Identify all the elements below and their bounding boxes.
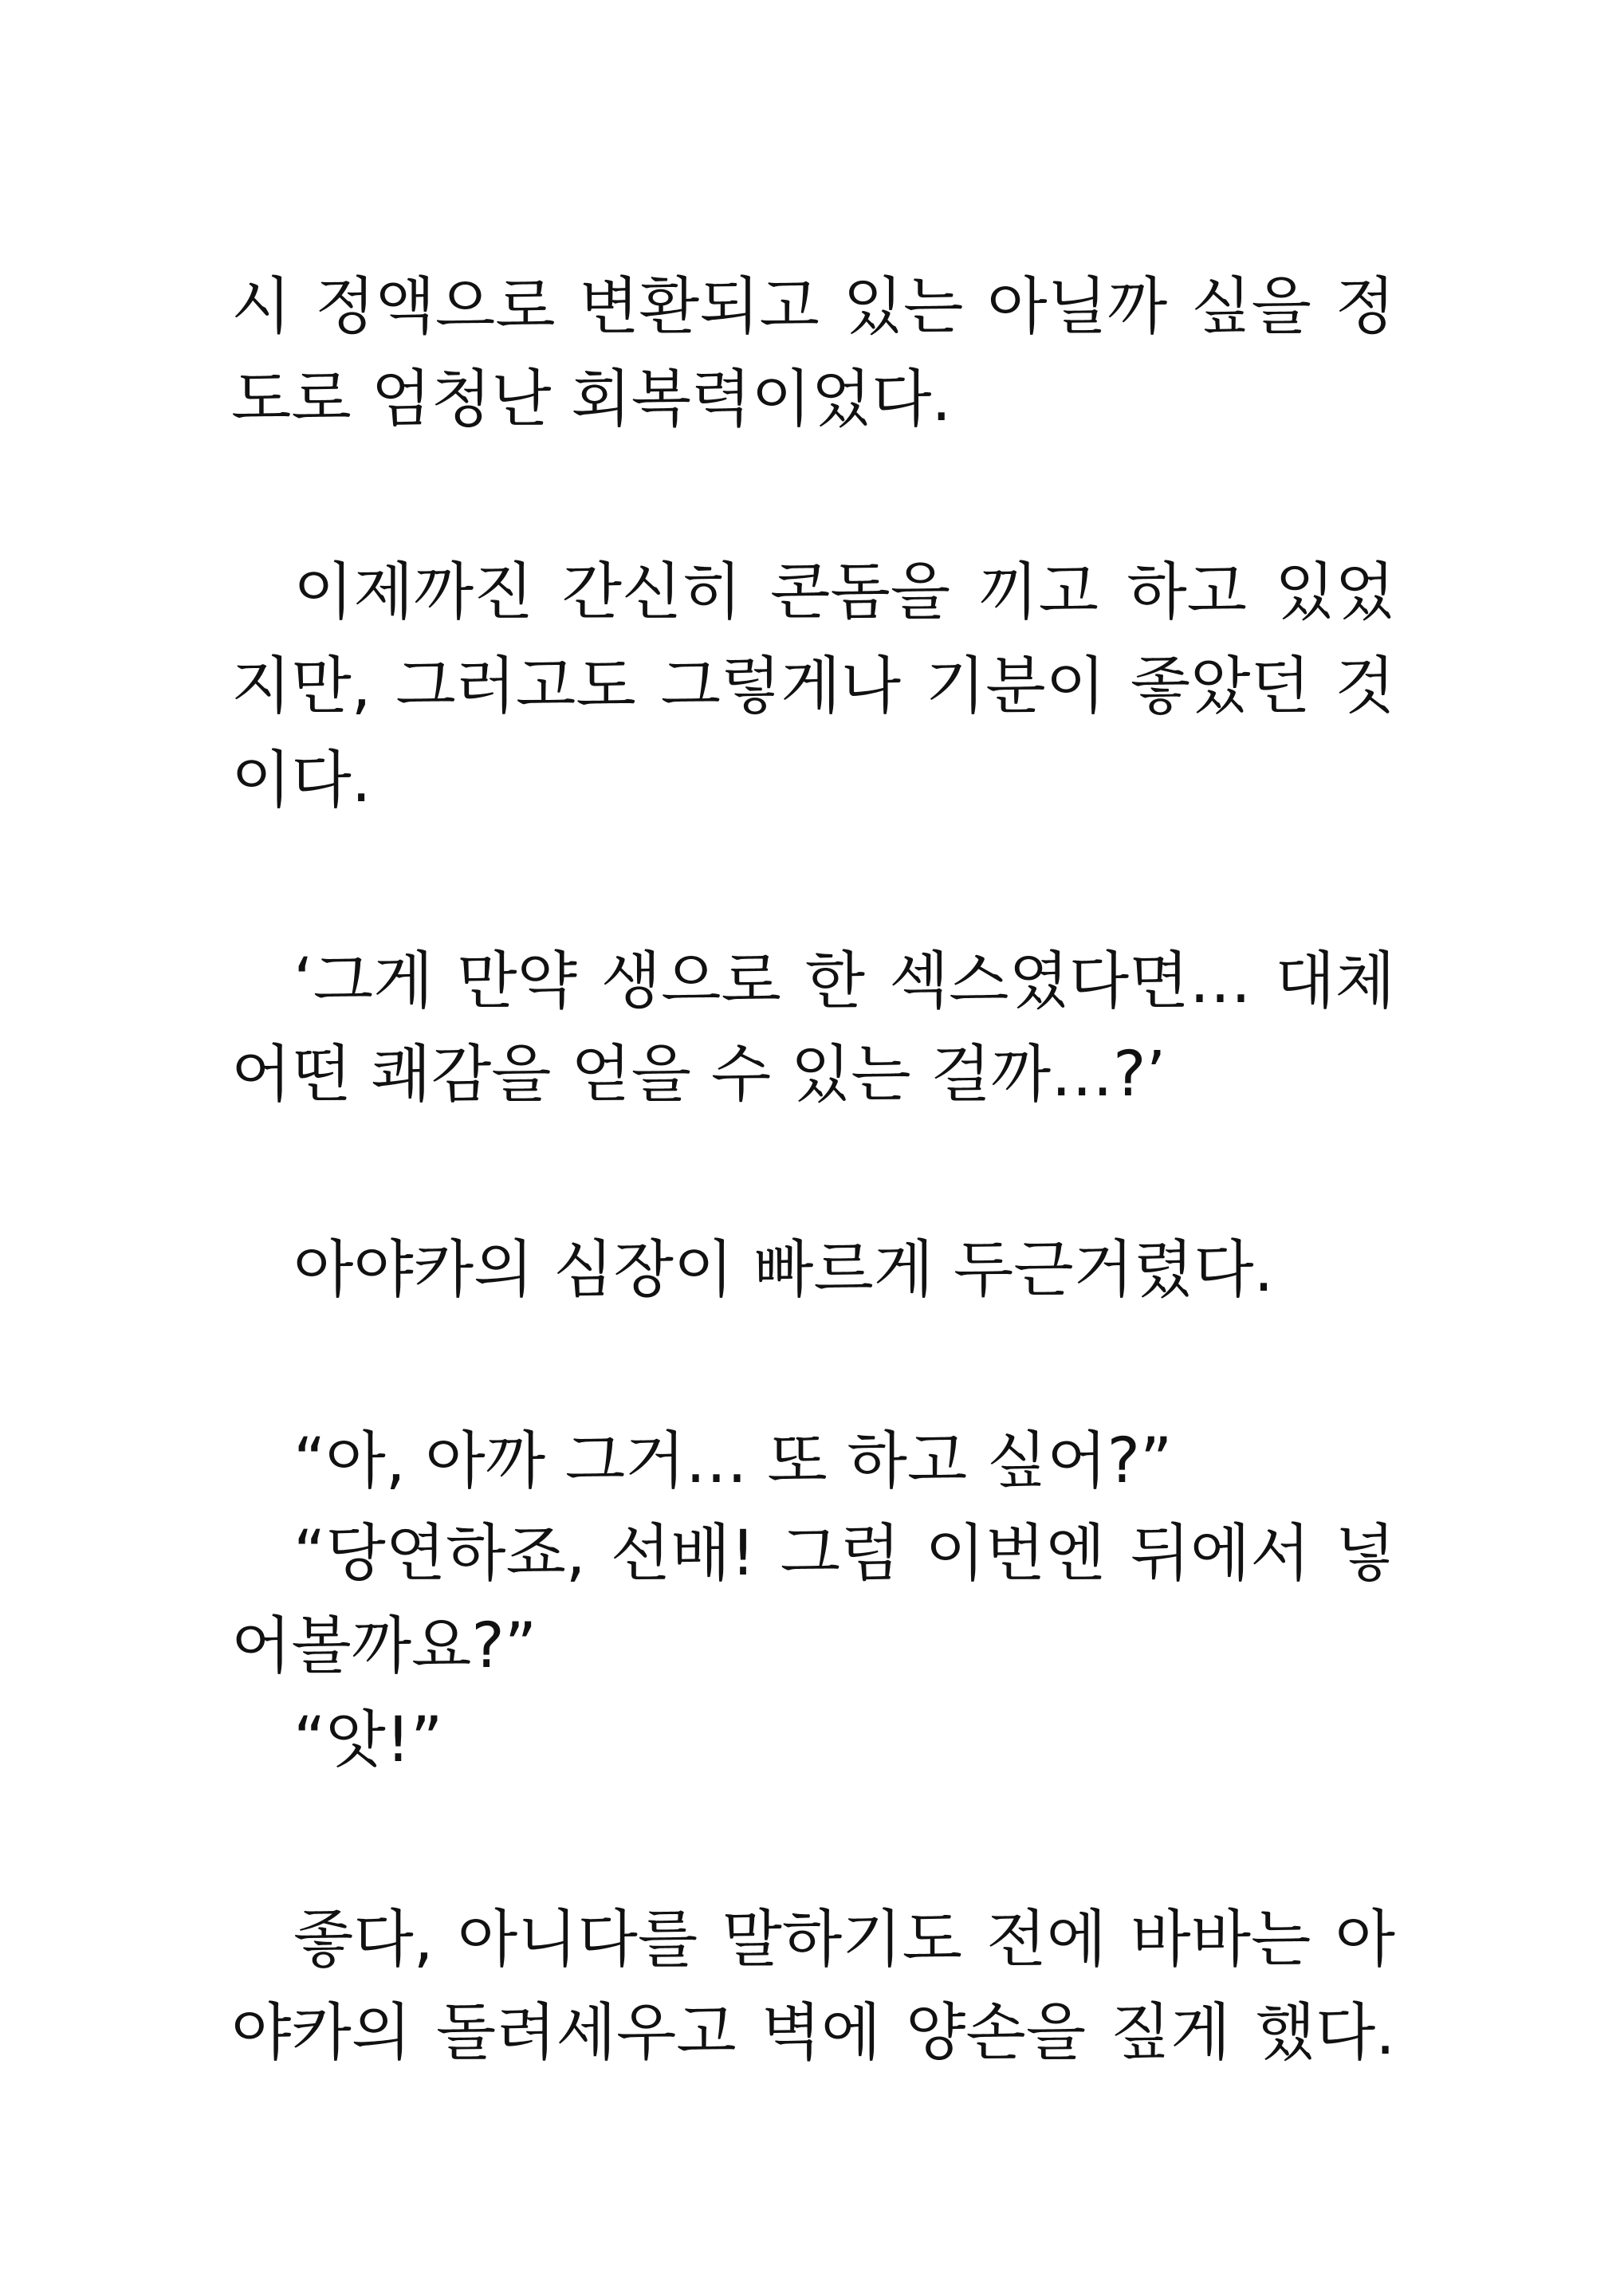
text-line: 도로 엄청난 회복력이었다. — [231, 364, 952, 435]
text-line: 이제까진 간신히 콘돔을 끼고 하고 있었 — [293, 556, 1395, 628]
text-line: 시 정액으로 변환되고 있는 아닐까 싶을 정 — [231, 271, 1395, 343]
text-line: 어떤 쾌감을 얻을 수 있는 걸까…?’ — [231, 1039, 1166, 1111]
text-line: “앗!” — [293, 1704, 443, 1776]
text-line: 이다. — [231, 745, 372, 816]
text-line: 어볼까요?” — [231, 1610, 537, 1682]
text-line: “아, 아까 그거… 또 하고 싶어?” — [293, 1425, 1173, 1497]
text-line: ‘그게 만약 생으로 한 섹스였다면… 대체 — [293, 946, 1395, 1017]
text-line: 야카의 돌려세우고 벽에 양손을 짚게 했다. — [231, 1997, 1395, 2069]
text-line: 지만, 그러고도 그렇게나 기분이 좋았던 것 — [231, 651, 1395, 722]
text-line: 좋다, 아니다를 말하기도 전에 바바는 아 — [293, 1904, 1395, 1976]
text-line: “당연하죠, 선배! 그럼 이번엔 뒤에서 넣 — [293, 1518, 1395, 1590]
text-line: 아야카의 심장이 빠르게 두근거렸다. — [293, 1234, 1274, 1306]
